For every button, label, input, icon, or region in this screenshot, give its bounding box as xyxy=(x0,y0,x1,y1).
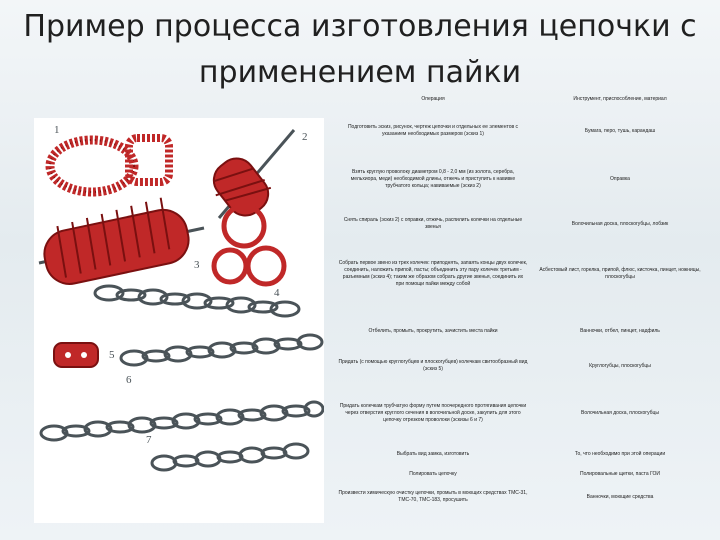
row-8-operation: Выбрать вид замка, изготовить xyxy=(396,450,470,457)
table-row xyxy=(338,114,710,148)
row-4-operation: Собрать первое звено из трех колечек: приподнять, запаять концы двух колечек, соединить, наложить припой, пасты; объединить эту пару колечек третьим - разъемным (эскиз 4); таким же образом собрать другие звенья, соединить их при помощи пайки между собой xyxy=(338,260,528,287)
row-5-operation: Отбелить, промыть, прокрутить, зачистить места пайки xyxy=(368,327,498,334)
chain-process-illustration xyxy=(34,118,324,523)
sketch-label-7: 7 xyxy=(146,434,152,446)
row-2-tools: Оправка xyxy=(610,175,630,182)
row-3-operation: Снять спираль (эскиз 2) с оправки, отжечь, распилить колечки на отдельные звенья xyxy=(343,217,523,230)
sketch-5-single-link xyxy=(54,343,98,367)
sketch-label-5: 5 xyxy=(109,349,115,361)
row-9-operation: Полировать цепочку xyxy=(409,470,457,477)
slide-title: Пример процесса изготовления цепочки с применением пайки xyxy=(23,9,697,90)
table-header-row xyxy=(338,92,710,106)
row-2-operation: Взять круглую проволоку диаметром 0,8 - 2,0 мм (из золота, серебра, мельхиора, меди) необходимой длины, отжечь и приступить к навивке трубчатого кольца; навиваемые (эскиз 2) xyxy=(350,168,516,189)
header-tools: Инструмент, приспособление, материал xyxy=(573,95,667,102)
sketch-1-twisted-chain xyxy=(50,138,169,192)
table-row xyxy=(338,466,710,482)
row-10-tools: Ванночки, моющие средства xyxy=(586,493,654,500)
table-row xyxy=(338,446,710,462)
sketch-7-chain-lower xyxy=(152,444,308,470)
row-1-operation: Подготовить эскиз, рисунок, чертеж цепочки и отдельных ее элементов с указанием необходимых размеров (эскиз 1) xyxy=(347,124,519,137)
row-9-tools: Полировальные щетки, паста ГОИ xyxy=(580,470,660,477)
sketch-7-chain xyxy=(41,402,323,440)
row-3-tools: Волочильная доска, плоскогубцы, лобзик xyxy=(571,220,669,227)
sketch-3-long-coil xyxy=(39,197,204,288)
table-row xyxy=(338,210,710,238)
table-row xyxy=(338,484,710,510)
row-1-tools: Бумага, перо, тушь, карандаш xyxy=(584,127,656,134)
table-row xyxy=(338,392,710,434)
table-row xyxy=(338,352,710,380)
table-row xyxy=(338,158,710,200)
row-4-tools: Асбестовый лист, горелка, припой, флюс, кисточка, пинцет, ножницы, плоскогубцы xyxy=(539,267,701,280)
sketch-label-6: 6 xyxy=(126,374,132,386)
row-8-tools: То, что необходимо при этой операции xyxy=(574,450,666,457)
row-10-operation: Произвести химическую очистку цепочки, промыть в моющих средствах ТМС-31, ТМС-70, ТМС-183, просушить xyxy=(338,490,528,503)
sketch-6-chain xyxy=(121,335,322,365)
table-row xyxy=(338,322,710,340)
row-5-tools: Ванночки, отбел, пинцет, надфиль xyxy=(580,327,660,334)
row-6-operation: Придать (с помощью круглогубцев и плоскогубцев) колечкам свитообразный вид (эскиз 5) xyxy=(338,359,528,372)
sketch-label-3: 3 xyxy=(194,259,200,271)
row-7-tools: Волочильная доска, плоскогубцы xyxy=(581,409,659,416)
sketch-5-chain xyxy=(95,286,299,316)
row-6-tools: Круглогубцы, плоскогубцы xyxy=(589,362,651,369)
header-operation: Операция xyxy=(421,95,445,102)
row-7-operation: Придать колечкам трубчатую форму путем поочередного протягивания цепочки через отверстия круглого сечения в волочильной доске, закупить для этого цепочку отрезком проволоки (эскизы 6 и 7) xyxy=(339,402,527,423)
table-row xyxy=(338,246,710,302)
sketch-label-1: 1 xyxy=(54,124,60,136)
sketch-4-rings xyxy=(214,206,284,284)
sketch-label-4: 4 xyxy=(274,287,280,299)
chain-sketches xyxy=(34,118,324,523)
sketch-label-2: 2 xyxy=(302,131,308,143)
